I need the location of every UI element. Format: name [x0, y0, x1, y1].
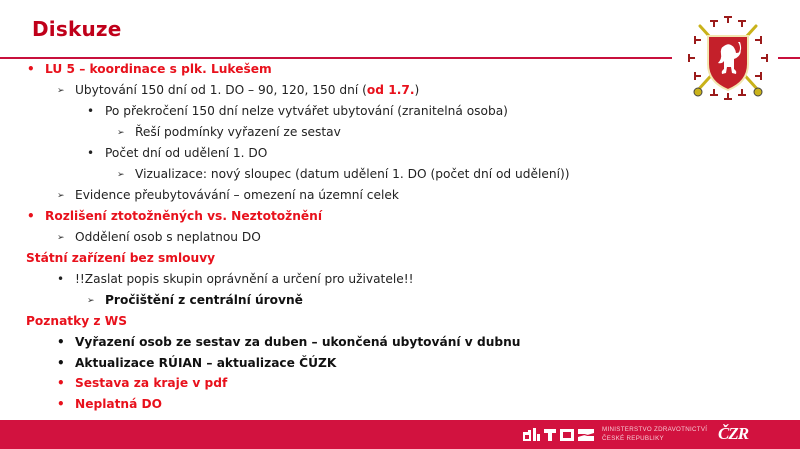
- arrow-bullet-icon: ➢: [57, 191, 65, 201]
- coat-of-arms-icon: [680, 12, 776, 104]
- bullet-icon: •: [27, 209, 35, 223]
- bullet-icon: •: [87, 104, 95, 118]
- bullet-icon: •: [87, 146, 95, 160]
- header-rule: [0, 57, 672, 59]
- bullet-icon: •: [57, 335, 65, 349]
- arrow-bullet-icon: ➢: [57, 86, 65, 96]
- ministry-name: MINISTERSTVO ZDRAVOTNICTVÍ ČESKÉ REPUBLIKY: [602, 426, 708, 442]
- slide-title: Diskuze: [32, 17, 122, 41]
- date-highlight: od 1.7.: [366, 83, 415, 97]
- bullet-icon: •: [57, 272, 65, 286]
- bullet-icon: •: [57, 376, 65, 390]
- ministry-logo-icon: [522, 426, 596, 443]
- bullet-icon: •: [27, 62, 35, 76]
- arrow-bullet-icon: ➢: [87, 296, 95, 306]
- bullet-icon: •: [57, 397, 65, 411]
- header-rule-right: [778, 57, 800, 59]
- arrow-bullet-icon: ➢: [57, 233, 65, 243]
- czr-logo-icon: ČZR: [718, 424, 749, 443]
- arrow-bullet-icon: ➢: [117, 128, 125, 138]
- arrow-bullet-icon: ➢: [117, 170, 125, 180]
- footer-bar: [0, 420, 800, 449]
- bullet-icon: •: [57, 356, 65, 370]
